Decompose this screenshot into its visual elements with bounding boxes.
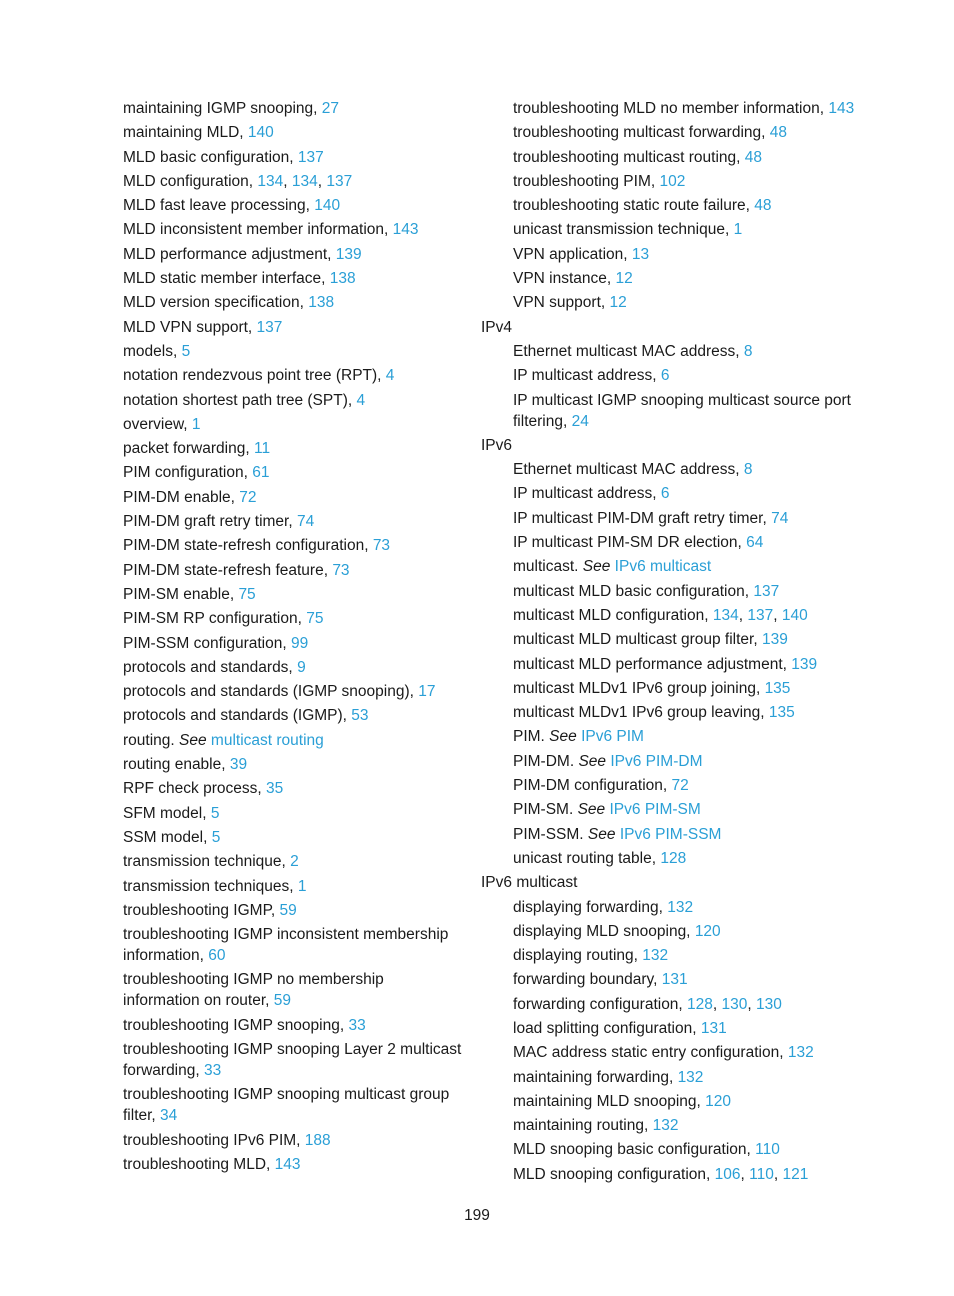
- page-ref-link[interactable]: 59: [279, 901, 297, 919]
- index-entry: [481, 945, 881, 966]
- page-ref-link[interactable]: 132: [667, 898, 694, 916]
- page-ref-link[interactable]: 34: [160, 1107, 178, 1125]
- entry-term: MLD snooping basic configuration,: [513, 1141, 756, 1159]
- index-entry: [481, 532, 881, 553]
- index-entry: [123, 487, 463, 508]
- entry-term: maintaining MLD,: [123, 124, 248, 142]
- page-ref-link[interactable]: 12: [615, 270, 633, 288]
- page-ref-link[interactable]: 33: [203, 1061, 222, 1079]
- page-ref-link[interactable]: 2: [290, 853, 299, 871]
- index-entry: [123, 98, 463, 119]
- page-ref-link[interactable]: 143: [828, 100, 855, 117]
- page-ref-link[interactable]: 6: [660, 485, 670, 503]
- entry-term: protocols and standards,: [123, 658, 298, 676]
- index-entry: [123, 1015, 463, 1036]
- entry-term: Ethernet multicast MAC address,: [513, 342, 744, 360]
- page-ref-link[interactable]: 5: [210, 804, 220, 822]
- index-entry: [481, 921, 881, 942]
- entry-term: PIM-SSM.: [513, 825, 588, 843]
- page-ref-link[interactable]: 17: [418, 683, 436, 701]
- entry-term: maintaining MLD snooping,: [513, 1092, 706, 1110]
- entry-term: PIM-SM.: [513, 801, 578, 819]
- page-ref-link[interactable]: 48: [754, 197, 772, 215]
- page-ref-link[interactable]: 135: [764, 679, 791, 697]
- index-entry: [123, 414, 463, 435]
- index-entry: [123, 778, 463, 799]
- entry-term: VPN instance,: [513, 270, 616, 288]
- entry-term: overview,: [123, 415, 192, 433]
- index-entry: MLD configuration, 134, 134, 137: [123, 172, 353, 190]
- page-ref-link[interactable]: 110: [749, 1165, 774, 1183]
- page-ref-link[interactable]: 137: [747, 606, 774, 624]
- entry-term: multicast MLDv1 IPv6 group joining,: [513, 679, 765, 697]
- entry-term: multicast MLDv1 IPv6 group leaving,: [513, 704, 769, 722]
- entry-term: displaying forwarding,: [513, 898, 668, 916]
- index-entry: [481, 654, 881, 675]
- index-entry: [123, 535, 463, 556]
- entry-term: PIM-DM configuration,: [513, 777, 672, 795]
- index-entry: [123, 633, 463, 654]
- entry-term: MLD VPN support,: [123, 318, 257, 336]
- entry-term: transmission technique,: [123, 853, 291, 871]
- page-ref-link[interactable]: 132: [642, 947, 669, 965]
- entry-term: multicast MLD performance adjustment,: [513, 655, 792, 673]
- entry-term: routing.: [123, 731, 180, 749]
- entry-term: MLD version specification,: [123, 294, 309, 312]
- page-ref-link[interactable]: 134: [712, 606, 739, 624]
- entry-term: packet forwarding,: [123, 440, 254, 458]
- index-left-column: [123, 98, 463, 1178]
- entry-term: Ethernet multicast MAC address,: [513, 461, 744, 479]
- entry-term: troubleshooting MLD,: [123, 1155, 275, 1173]
- index-entry: [481, 969, 881, 990]
- index-entry: [123, 730, 463, 751]
- index-entry: [481, 581, 881, 602]
- entry-term: load splitting configuration,: [513, 1019, 701, 1037]
- page-ref-link[interactable]: 137: [297, 148, 324, 166]
- entry-term: VPN application,: [513, 245, 632, 263]
- index-heading: [481, 435, 881, 456]
- entry-term: troubleshooting IGMP,: [123, 901, 280, 919]
- page-ref-link[interactable]: 106: [714, 1165, 741, 1183]
- page-ref-link[interactable]: 75: [238, 585, 256, 603]
- entry-term: troubleshooting PIM,: [513, 172, 660, 190]
- index-entry: [481, 897, 881, 918]
- entry-term: IP multicast IGMP snooping multicast source port filtering,: [513, 391, 851, 430]
- page-ref-link[interactable]: 140: [781, 606, 808, 624]
- entry-term: PIM-DM.: [513, 752, 579, 770]
- entry-term: troubleshooting IGMP inconsistent membership information,: [123, 926, 449, 965]
- index-entry: [481, 98, 881, 119]
- see-label: See: [549, 728, 577, 746]
- page-ref-link[interactable]: 102: [659, 172, 686, 190]
- index-entry: [123, 657, 463, 678]
- page-ref-link[interactable]: 27: [321, 100, 339, 117]
- index-heading: [481, 872, 881, 893]
- index-entry: [123, 827, 463, 848]
- index-entry: [481, 1018, 881, 1039]
- index-entry: [123, 341, 463, 362]
- index-entry: [481, 341, 881, 362]
- entry-term: troubleshooting static route failure,: [513, 197, 755, 215]
- index-entry: [123, 244, 463, 265]
- page-ref-link[interactable]: 139: [335, 245, 362, 263]
- page-ref-link[interactable]: 9: [297, 658, 306, 676]
- entry-term: troubleshooting IPv6 PIM,: [123, 1131, 305, 1149]
- entry-term: IP multicast address,: [513, 485, 661, 503]
- page-ref-link[interactable]: 61: [252, 464, 270, 482]
- entry-term: multicast MLD configuration,: [513, 606, 713, 624]
- entry-term: IPv6: [481, 436, 513, 454]
- entry-term: IP multicast PIM-SM DR election,: [513, 534, 747, 552]
- see-link[interactable]: multicast routing: [210, 731, 324, 749]
- index-entry: [481, 1067, 881, 1088]
- entry-term: displaying routing,: [513, 947, 643, 965]
- index-entry: [481, 483, 881, 504]
- index-entry: [481, 1091, 881, 1112]
- index-entry: [123, 292, 463, 313]
- page-ref-link[interactable]: 74: [296, 513, 315, 531]
- index-entry: [123, 900, 463, 921]
- page-ref-link[interactable]: 60: [208, 947, 226, 965]
- index-entry: [481, 702, 881, 723]
- index-entry: [481, 365, 881, 386]
- index-entry: [123, 705, 463, 726]
- entry-term: forwarding boundary,: [513, 971, 662, 989]
- entry-term: transmission techniques,: [123, 877, 298, 895]
- entry-term: unicast routing table,: [513, 849, 661, 867]
- page-ref-link[interactable]: 72: [671, 777, 689, 795]
- page-ref-link[interactable]: 128: [687, 995, 713, 1013]
- index-entry: [123, 876, 463, 897]
- page-ref-link[interactable]: 5: [211, 828, 221, 846]
- entry-term: VPN support,: [513, 294, 610, 312]
- entry-term: PIM-DM state-refresh configuration,: [123, 537, 373, 555]
- entry-term: IPv4: [481, 318, 513, 336]
- index-entry: [481, 147, 881, 168]
- page-ref-link[interactable]: 73: [372, 537, 391, 555]
- see-label: See: [587, 825, 616, 843]
- see-label: See: [179, 731, 207, 749]
- index-entry: [123, 608, 463, 629]
- entry-term: RPF check process,: [123, 780, 266, 798]
- entry-term: PIM-SM RP configuration,: [123, 610, 307, 628]
- entry-term: PIM-DM graft retry timer,: [123, 513, 297, 531]
- index-entry: [123, 511, 463, 532]
- entry-term: PIM configuration,: [123, 464, 253, 482]
- entry-term: SFM model,: [123, 804, 211, 822]
- page-ref-link[interactable]: 8: [743, 342, 753, 360]
- index-entry: forwarding configuration, 128, 130, 130: [513, 995, 782, 1013]
- page-ref-link[interactable]: 137: [256, 318, 283, 336]
- index-entry: [123, 924, 463, 966]
- index-entry: [123, 851, 463, 872]
- page-ref-link[interactable]: 134: [291, 172, 318, 190]
- page-ref-link[interactable]: 143: [392, 221, 419, 239]
- page-ref-link[interactable]: 131: [700, 1019, 727, 1037]
- page-ref-link[interactable]: 130: [721, 995, 748, 1013]
- entry-term: multicast.: [513, 558, 583, 576]
- page-ref-link[interactable]: 110: [755, 1141, 780, 1159]
- index-entry: [481, 799, 881, 820]
- page-number: 199: [464, 1207, 490, 1224]
- entry-term: SSM model,: [123, 828, 212, 846]
- index-entry: [481, 390, 881, 432]
- page-ref-link[interactable]: 6: [660, 367, 670, 385]
- entry-term: troubleshooting IGMP snooping Layer 2 multicast forwarding,: [123, 1040, 462, 1079]
- index-entry: [481, 556, 881, 577]
- entry-term: PIM.: [513, 728, 550, 746]
- index-entry: MLD snooping configuration, 106, 110, 121: [513, 1165, 809, 1183]
- index-entry: [123, 681, 463, 702]
- page-ref-link[interactable]: 8: [743, 461, 753, 479]
- page-ref-link[interactable]: 140: [314, 197, 341, 215]
- index-entry: [123, 122, 463, 143]
- entry-term: multicast MLD basic configuration,: [513, 582, 754, 600]
- index-right-column: [481, 98, 881, 1188]
- see-label: See: [577, 801, 606, 819]
- index-entry: [481, 1139, 881, 1160]
- entry-term: troubleshooting IGMP snooping,: [123, 1016, 349, 1034]
- index-entry: [123, 365, 463, 386]
- index-entry: [123, 390, 463, 411]
- page-ref-link[interactable]: 120: [705, 1092, 732, 1110]
- page-ref-link[interactable]: 4: [385, 367, 395, 385]
- page-ref-link[interactable]: 132: [677, 1068, 704, 1086]
- entry-term: MLD static member interface,: [123, 270, 330, 288]
- page-ref-link[interactable]: 134: [257, 172, 284, 190]
- page-ref-link[interactable]: 137: [326, 172, 353, 190]
- index-entry: [481, 726, 881, 747]
- see-label: See: [578, 752, 607, 770]
- page-ref-link[interactable]: 1: [733, 221, 743, 239]
- entry-term: models,: [123, 342, 182, 360]
- entry-term: troubleshooting IGMP no membership information on router,: [123, 971, 384, 1010]
- entry-term: IP multicast PIM-DM graft retry timer,: [513, 509, 772, 527]
- entry-term: PIM-SSM configuration,: [123, 634, 291, 652]
- index-entry: [481, 848, 881, 869]
- index-entry: [123, 754, 463, 775]
- page-ref-link[interactable]: 132: [652, 1117, 679, 1135]
- index-entry: [481, 1042, 881, 1063]
- index-entry: [123, 560, 463, 581]
- index-entry: [123, 438, 463, 459]
- page-ref-link[interactable]: 121: [782, 1165, 809, 1183]
- entry-term: troubleshooting IGMP snooping multicast group filter,: [123, 1086, 450, 1125]
- page-ref-link[interactable]: 48: [769, 124, 787, 142]
- page-ref-link[interactable]: 138: [308, 294, 335, 312]
- index-entry: [481, 629, 881, 650]
- entry-term: MLD configuration,: [123, 172, 258, 190]
- page-ref-link[interactable]: 135: [768, 704, 795, 722]
- index-entry: multicast MLD configuration, 134, 137, 140: [513, 606, 808, 624]
- page-ref-link[interactable]: 12: [609, 294, 627, 312]
- page-ref-link[interactable]: 4: [356, 391, 366, 409]
- index-entry: [481, 292, 881, 313]
- page-ref-link[interactable]: 128: [660, 849, 687, 867]
- page-ref-link[interactable]: 13: [631, 245, 650, 263]
- page-ref-link[interactable]: 1: [297, 877, 307, 895]
- page-ref-link[interactable]: 130: [756, 995, 782, 1013]
- entry-term: notation shortest path tree (SPT),: [123, 391, 357, 409]
- page-ref-link[interactable]: 33: [348, 1016, 366, 1034]
- page-ref-link[interactable]: 5: [181, 342, 191, 360]
- index-entry: [123, 1130, 463, 1151]
- see-link[interactable]: IPv6 PIM-SM: [609, 801, 701, 819]
- entry-term: PIM-DM enable,: [123, 488, 240, 506]
- see-link[interactable]: IPv6 PIM-DM: [610, 752, 703, 770]
- index-entry: [481, 824, 881, 845]
- entry-term: MLD basic configuration,: [123, 148, 298, 166]
- entry-term: displaying MLD snooping,: [513, 922, 695, 940]
- entry-term: PIM-DM state-refresh feature,: [123, 561, 333, 579]
- entry-term: MLD inconsistent member information,: [123, 221, 393, 239]
- page-ref-link[interactable]: 74: [771, 509, 789, 527]
- page-ref-link[interactable]: 143: [274, 1155, 301, 1173]
- page-ref-link[interactable]: 39: [229, 756, 248, 774]
- page-ref-link[interactable]: 140: [247, 124, 274, 142]
- entry-term: multicast MLD multicast group filter,: [513, 631, 762, 649]
- entry-term: IPv6 multicast: [481, 874, 578, 892]
- page-ref-link[interactable]: 64: [746, 534, 764, 552]
- entry-term: maintaining IGMP snooping,: [123, 100, 322, 117]
- entry-term: maintaining routing,: [513, 1117, 653, 1135]
- page-ref-link[interactable]: 72: [239, 488, 257, 506]
- entry-term: routing enable,: [123, 756, 230, 774]
- entry-term: troubleshooting multicast routing,: [513, 148, 745, 166]
- index-entry: [123, 219, 463, 240]
- index-entry: [123, 268, 463, 289]
- entry-term: forwarding configuration,: [513, 995, 688, 1013]
- index-entry: [481, 508, 881, 529]
- entry-term: notation rendezvous point tree (RPT),: [123, 367, 386, 385]
- entry-term: troubleshooting multicast forwarding,: [513, 124, 770, 142]
- entry-term: protocols and standards (IGMP snooping),: [123, 683, 419, 701]
- index-entry: [123, 195, 463, 216]
- see-label: See: [582, 558, 611, 576]
- index-entry: [481, 1115, 881, 1136]
- index-entry: [481, 122, 881, 143]
- page-ref-link[interactable]: 11: [253, 440, 271, 458]
- page-ref-link[interactable]: 48: [744, 148, 763, 166]
- index-entry: [123, 1154, 463, 1175]
- index-entry: [481, 244, 881, 265]
- entry-term: MAC address static entry configuration,: [513, 1044, 788, 1062]
- index-entry: [123, 317, 463, 338]
- entry-term: MLD fast leave processing,: [123, 197, 315, 215]
- index-entry: [123, 803, 463, 824]
- index-entry: [481, 219, 881, 240]
- page-ref-link[interactable]: 73: [332, 561, 350, 579]
- index-entry: [481, 459, 881, 480]
- entry-term: IP multicast address,: [513, 367, 661, 385]
- page-ref-link[interactable]: 138: [329, 270, 356, 288]
- index-entry: [123, 1039, 463, 1081]
- page-ref-link[interactable]: 1: [191, 415, 201, 433]
- entry-term: MLD performance adjustment,: [123, 245, 336, 263]
- index-entry: [481, 678, 881, 699]
- page-ref-link[interactable]: 53: [351, 707, 369, 725]
- see-link[interactable]: IPv6 PIM: [581, 728, 644, 746]
- see-link[interactable]: IPv6 multicast: [614, 558, 712, 576]
- page-ref-link[interactable]: 131: [661, 971, 688, 989]
- page-ref-link[interactable]: 139: [791, 655, 818, 673]
- see-link[interactable]: IPv6 PIM-SSM: [619, 825, 722, 843]
- page-ref-link[interactable]: 24: [571, 412, 589, 430]
- index-entry: [123, 1084, 463, 1126]
- page-ref-link[interactable]: 139: [761, 631, 788, 649]
- page-ref-link[interactable]: 99: [290, 634, 309, 652]
- page-ref-link[interactable]: 59: [273, 992, 292, 1010]
- page-ref-link[interactable]: 132: [787, 1044, 814, 1062]
- index-entry: [481, 195, 881, 216]
- entry-term: protocols and standards (IGMP),: [123, 707, 352, 725]
- page-ref-link[interactable]: 120: [694, 922, 721, 940]
- entry-term: unicast transmission technique,: [513, 221, 734, 239]
- index-entry: [481, 268, 881, 289]
- page-ref-link[interactable]: 35: [266, 780, 284, 798]
- index-entry: [123, 147, 463, 168]
- index-entry: [481, 751, 881, 772]
- page-ref-link[interactable]: 137: [753, 582, 780, 600]
- index-entry: [481, 171, 881, 192]
- entry-term: troubleshooting MLD no member information,: [513, 100, 829, 117]
- index-entry: [123, 462, 463, 483]
- index-entry: [481, 775, 881, 796]
- index-heading: [481, 317, 881, 338]
- index-entry: [123, 584, 463, 605]
- entry-term: PIM-SM enable,: [123, 585, 239, 603]
- index-entry: [123, 969, 463, 1011]
- entry-term: maintaining forwarding,: [513, 1068, 678, 1086]
- page-ref-link[interactable]: 188: [304, 1131, 331, 1149]
- entry-term: MLD snooping configuration,: [513, 1165, 715, 1183]
- page-ref-link[interactable]: 75: [306, 610, 324, 628]
